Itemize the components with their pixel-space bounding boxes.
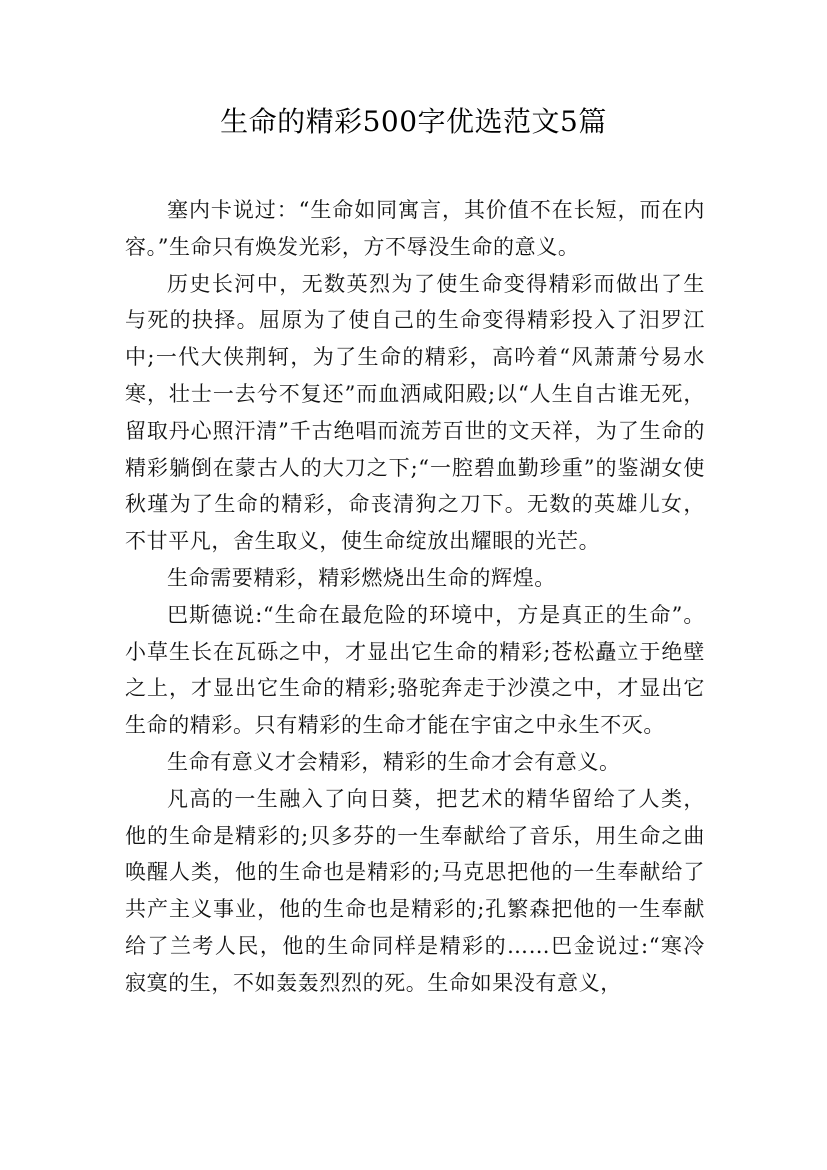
- paragraph-6: 凡高的一生融入了向日葵，把艺术的精华留给了人类，他的生命是精彩的;贝多芬的一生奉献给了音乐，用生命之曲唤醒人类，他的生命也是精彩的;马克思把他的一生奉献给了共产主义事业，他的生命也是精彩的;孔繁森把他的一生奉献给了兰考人民，他的生命同样是精彩的……巴金说过:“寒冷寂寞的生，不如轰轰烈烈的死。生命如果没有意义，: [125, 786, 705, 995]
- paragraph-1: 塞内卡说过：“生命如同寓言，其价值不在长短，而在内容。”生命只有焕发光彩，方不辱没生命的意义。: [125, 198, 705, 259]
- paragraph-3: 生命需要精彩，精彩燃烧出生命的辉煌。: [167, 565, 556, 590]
- document-title: 生命的精彩500字优选范文5篇: [220, 105, 607, 138]
- paragraph-4: 巴斯德说:“生命在最危险的环境中，方是真正的生命”。小草生长在瓦砾之中，才显出它生命的精彩;苍松矗立于绝壁之上，才显出它生命的精彩;骆驼奔走于沙漠之中，才显出它生命的精彩。只有精彩的生命才能在宇宙之中永生不灭。: [125, 602, 705, 738]
- document-body: [125, 192, 705, 1002]
- paragraph-5: 生命有意义才会精彩，精彩的生命才会有意义。: [167, 749, 621, 774]
- paragraph-2: 历史长河中，无数英烈为了使生命变得精彩而做出了生与死的抉择。屈原为了使自己的生命变得精彩投入了汨罗江中;一代大侠荆轲，为了生命的精彩，高吟着“风萧萧兮易水寒，壮士一去兮不复还”而血洒咸阳殿;以“人生自古谁无死，留取丹心照汗清”千古绝唱而流芳百世的文天祥，为了生命的精彩躺倒在蒙古人的大刀之下;“一腔碧血勤珍重”的鉴湖女使秋瑾为了生命的精彩，命丧清狗之刀下。无数的英雄儿女，不甘平凡，舍生取义，使生命绽放出耀眼的光芒。: [125, 271, 705, 554]
